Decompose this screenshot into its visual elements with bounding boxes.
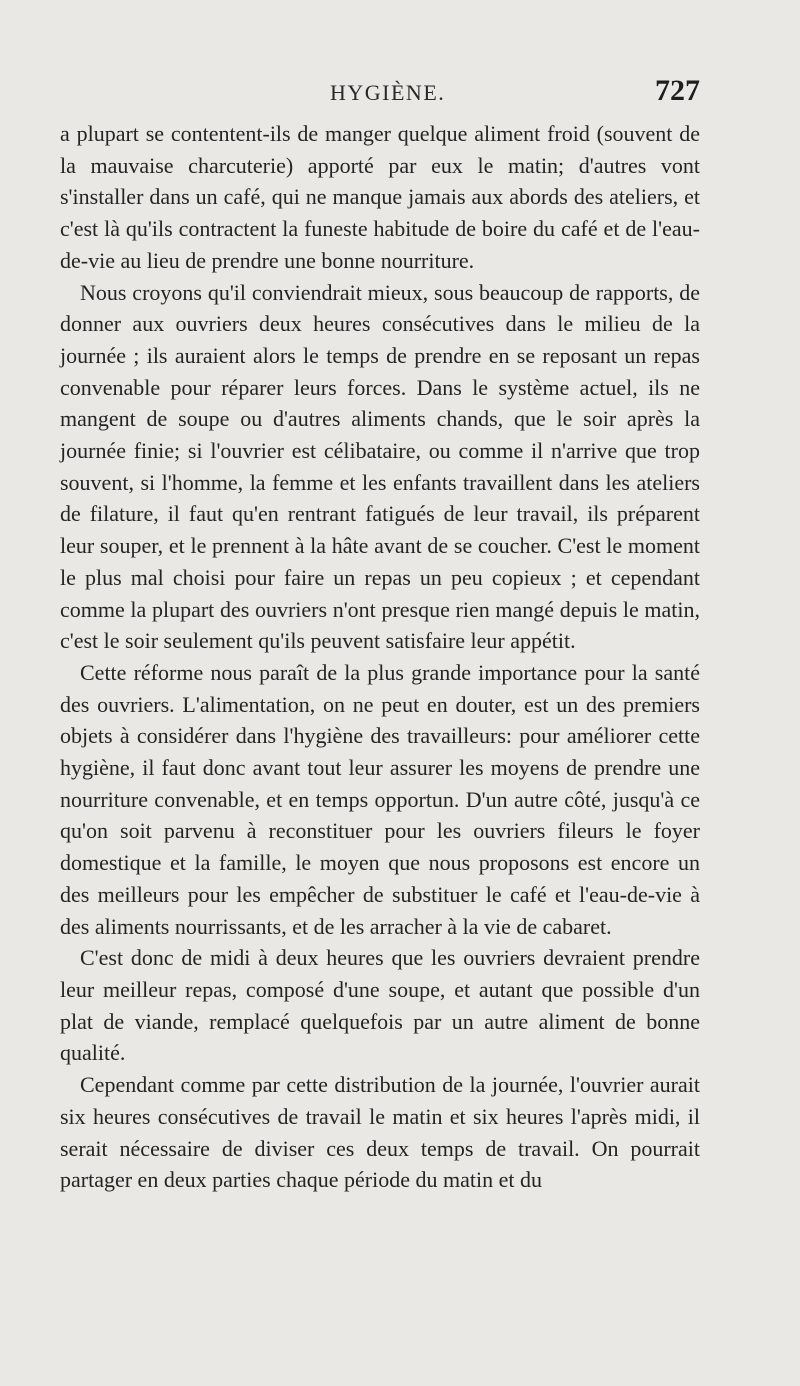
body-text [60, 118, 700, 1196]
paragraph: C'est donc de midi à deux heures que les ouvriers devraient prendre leur meilleur repas, composé d'une soupe, et autant que possible d'un plat de viande, remplacé quelquefois par un autre aliment de bonne qualité. [60, 945, 700, 1066]
paragraph: a plupart se contentent-ils de manger quelque aliment froid (souvent de la mauvaise charcuterie) apporté par eux le matin; d'autres vont s'installer dans un café, qui ne manque jamais aux abords des ateliers, et c'est là qu'ils contractent la funeste habitude de boire du café et de l'eau-de-vie au lieu de prendre une bonne nourriture. [60, 121, 700, 273]
page-number: 727 [655, 74, 700, 107]
paragraph: Nous croyons qu'il conviendrait mieux, sous beaucoup de rapports, de donner aux ouvriers deux heures consécutives dans le milieu de la journée ; ils auraient alors le temps de prendre en se reposant un repas convenable pour réparer leurs forces. Dans le système actuel, ils ne mangent de soupe ou d'autres aliments chands, que le soir après la journée finie; si l'ouvrier est célibataire, ou comme il n'arrive que trop souvent, si l'homme, la femme et les enfants travaillent dans les ateliers de filature, il faut qu'en rentrant fatigués de leur travail, ils préparent leur souper, et le prennent à la hâte avant de se coucher. C'est le moment le plus mal choisi pour faire un repas un peu copieux ; et cependant comme la plupart des ouvriers n'ont presque rien mangé depuis le matin, c'est le soir seulement qu'ils peuvent satisfaire leur appétit. [60, 279, 700, 654]
running-head: HYGIÈNE. [330, 80, 446, 105]
paragraph: Cependant comme par cette distribution de la journée, l'ouvrier aurait six heures consécutives de travail le matin et six heures l'après midi, il serait nécessaire de diviser ces deux temps de travail. On pourrait partager en deux parties chaque période du matin et du [60, 1072, 700, 1193]
paragraph: Cette réforme nous paraît de la plus grande importance pour la santé des ouvriers. L'alimentation, on ne peut en douter, est un des premiers objets à considérer dans l'hygiène des travailleurs: pour améliorer cette hygiène, il faut donc avant tout leur assurer les moyens de prendre une nourriture convenable, et en temps opportun. D'un autre côté, jusqu'à ce qu'on soit parvenu à reconstituer pour les ouvriers fileurs le foyer domestique et la famille, le moyen que nous proposons est encore un des meilleurs pour les empêcher de substituer le café et l'eau-de-vie à des aliments nourrissants, et de les arracher à la vie de cabaret. [60, 659, 700, 939]
page-header [58, 74, 700, 114]
